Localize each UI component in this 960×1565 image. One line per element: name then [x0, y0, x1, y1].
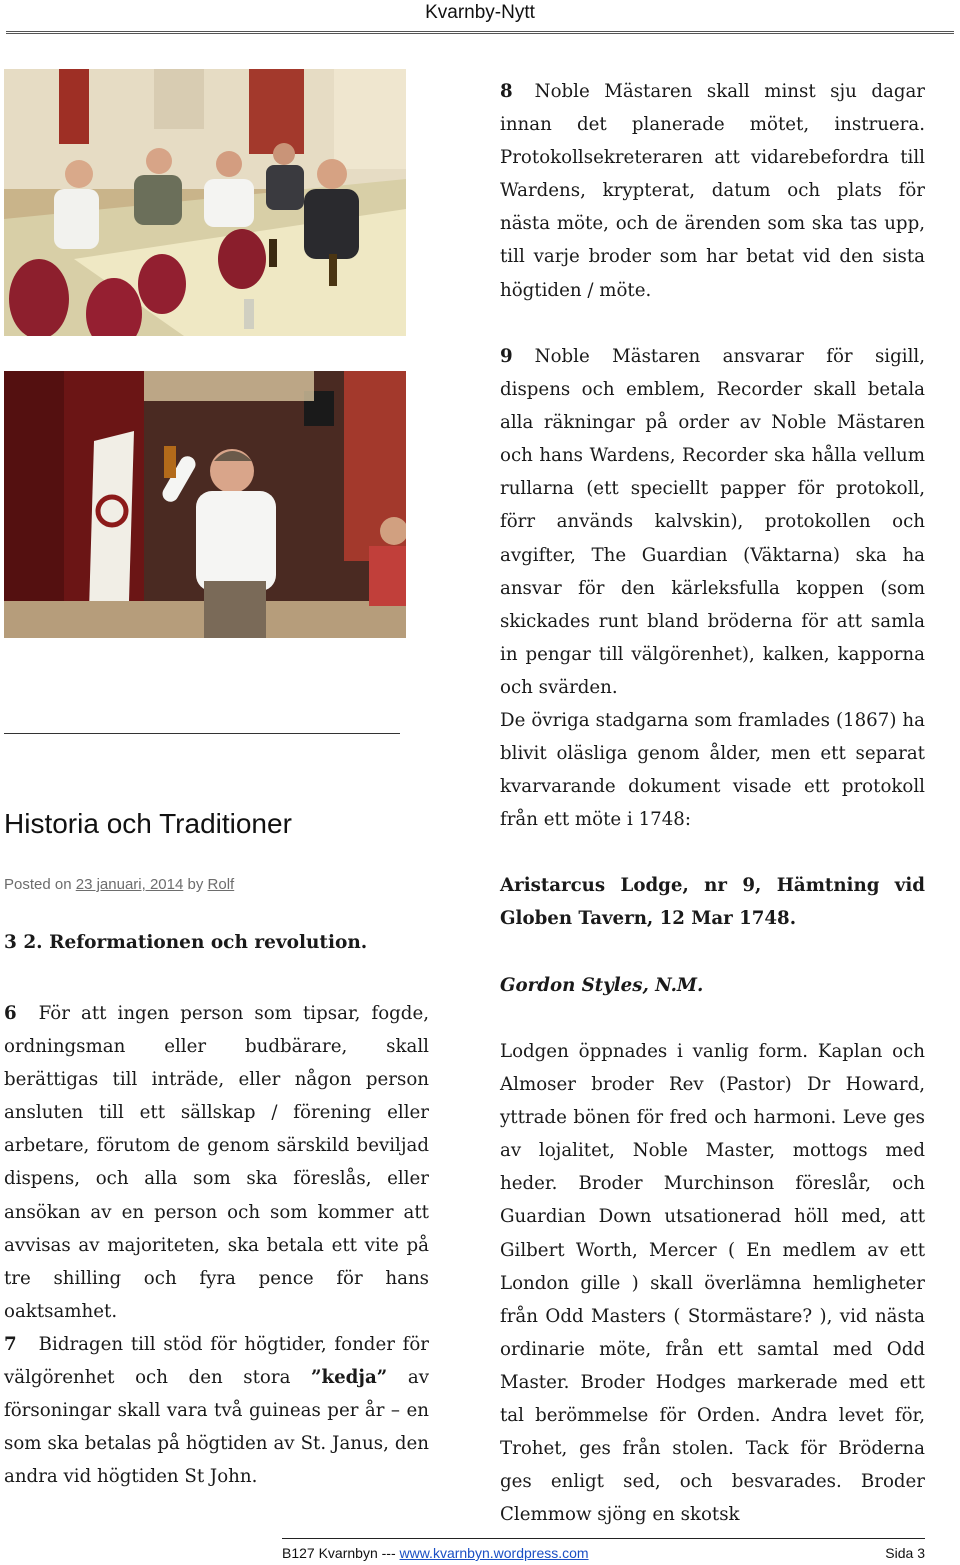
- by-label: by: [187, 876, 204, 893]
- paragraph-number: 9: [500, 346, 513, 367]
- dinner-party-photo: [4, 69, 406, 336]
- signature: Gordon Styles, N.M.: [500, 975, 704, 996]
- post-meta: [4, 876, 234, 893]
- paragraph-text-before: Bidragen till stöd för högtider, fonder för välgörenhet och den stora: [4, 1334, 429, 1389]
- paragraph-text: För att ingen person som tipsar, fogde, ordningsman eller budbärare, skall berättigas till inträde, eller någon person ansluten till ett sällskap / förening eller arbetare, förutom de genom särskild beviljad dispens, och alla som ska föreslås, eller ansökan av en person och som kommer att avvisas av majoriteten, ska betala ett vite på tre shilling och fyra pence för hans oaktsamhet.: [4, 1003, 429, 1322]
- article-subheading: 3 2. Reformationen och revolution.: [4, 932, 368, 953]
- issue-label: B127 Kvarnbyn ---: [282, 1545, 396, 1561]
- paragraph-6: [4, 997, 429, 1328]
- paragraph-number: 7: [4, 1334, 17, 1355]
- paragraph-9: [500, 340, 925, 704]
- post-date-link[interactable]: 23 januari, 2014: [75, 876, 184, 893]
- lodge-heading-block: [500, 869, 925, 935]
- footer-issue: [282, 1545, 589, 1561]
- paragraph-text: Noble Mästaren ansvarar för sigill, dispens och emblem, Recorder skall betala alla räkningar på order av Noble Mästaren och hans Wardens, Recorder ska hålla vellum rullarna (ett speciellt papper för protokoll, förr används kalvskin), protokollen och avgifter, The Guardian (Väktarna) ska ha ansvar för den kärleksfulla koppen (som skickades runt bland bröderna för att samla in pengar till välgörenhet), kalken, kapporna och svärden.: [500, 346, 925, 698]
- lodge-heading: Aristarcus Lodge, nr 9, Hämtning vid Globen Tavern, 12 Mar 1748.: [500, 875, 925, 930]
- newsletter-title: Kvarnby-Nytt: [425, 2, 535, 23]
- section-title: Historia och Traditioner: [4, 808, 292, 839]
- header-divider: [6, 31, 954, 34]
- paragraph-7: [4, 1328, 429, 1493]
- paragraph-lodgen: [500, 1035, 925, 1531]
- posted-on-label: Posted on: [4, 876, 72, 893]
- paragraph-text-after: av försoningar skall vara två guineas per år – en som ska betalas på högtiden av St. Janus, den andra vid högtiden St John.: [4, 1367, 429, 1488]
- paragraph-text: Lodgen öppnades i vanlig form. Kaplan och Almoser broder Rev (Pastor) Dr Howard, yttrade bönen för fred och harmoni. Leve ges av lojalitet, Noble Master, mottogs med heder. Broder Murchinson föreslår, och Guardian Down utsationerad höll med, att Gilbert Worth, Mercer ( En medlem av ett London gille ) skall överlämna hemligheter från Odd Masters ( Stormästare? ), vid nästa ordinarie möte, från ett samtal med Odd Master. Broder Hodges markerade med ett tal berömmelse för Orden. Andra levet för, Trohet, ges från stolen. Tack för Bröderna ges enligt sed, och besvarades. Broder Clemmow sjöng en skotsk: [500, 1041, 925, 1526]
- paragraph-text: Noble Mästaren skall minst sju dagar innan det planerade mötet, instruera. Protokollsekreteraren att vidarebefordra till Wardens, krypterat, datum och plats för nästa möte, och de ärenden som ska tas upp, till varje broder som har betat vid den sista högtiden / möte.: [500, 81, 925, 301]
- toast-photo: [4, 371, 406, 638]
- paragraph-number: 8: [500, 81, 513, 102]
- paragraph-text: De övriga stadgarna som framlades (1867) ha blivit oläsliga genom ålder, men ett separat kvarvarande dokument visade ett protokoll från ett möte i 1748:: [500, 710, 925, 831]
- footer-divider: [282, 1538, 925, 1539]
- page-number: Sida 3: [885, 1545, 925, 1561]
- kedja-emphasis: ”kedja”: [311, 1367, 388, 1389]
- website-link[interactable]: www.kvarnbyn.wordpress.com: [399, 1545, 589, 1561]
- author-link[interactable]: Rolf: [207, 876, 235, 893]
- paragraph-8: [500, 75, 925, 307]
- section-divider: [4, 733, 400, 734]
- paragraph-number: 6: [4, 1003, 17, 1024]
- paragraph-ovriga: [500, 704, 925, 836]
- signature-block: [500, 969, 925, 1002]
